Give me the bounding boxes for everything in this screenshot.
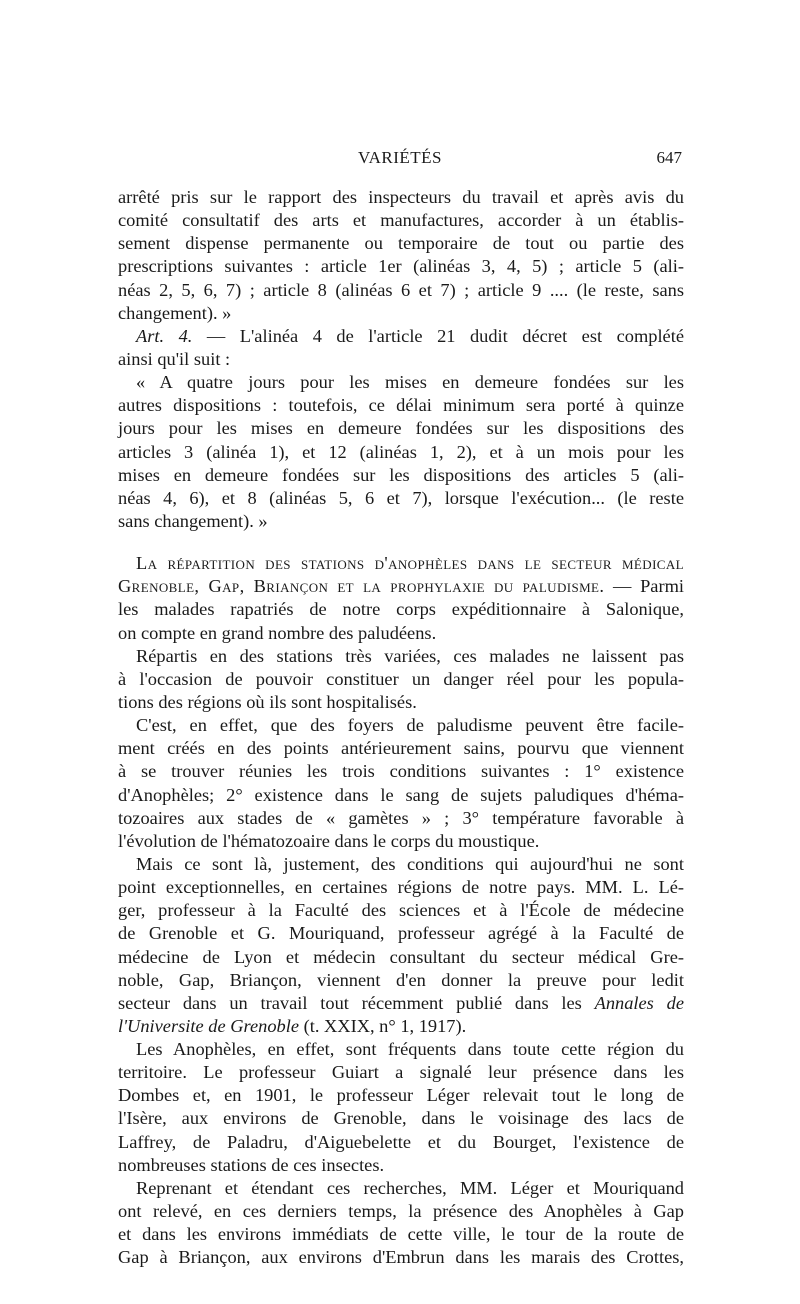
- text-line: Dombes et, en 1901, le professeur Léger relevait tout le long de: [118, 1085, 684, 1106]
- text-line: Reprenant et étendant ces recherches, MM. Léger et Mouriquand: [136, 1177, 684, 1198]
- text-line: noble, Gap, Briançon, viennent d'en donner la preuve pour ledit: [118, 969, 684, 990]
- text-line: néas 2, 5, 6, 7) ; article 8 (alinéas 6 et 7) ; article 9 .... (le reste, sans: [118, 279, 684, 300]
- text-span: (t. XXIX, n° 1, 1917).: [298, 1015, 467, 1036]
- article-section: [118, 552, 684, 1269]
- page-number: 647: [656, 148, 682, 167]
- text-line: changement). »: [118, 302, 232, 323]
- text-span: secteur dans un travail tout récemment publié dans les: [118, 992, 595, 1013]
- section-gap: [118, 533, 684, 552]
- text-line: d'Anophèles; 2° existence dans le sang de sujets paludiques d'héma-: [118, 784, 684, 805]
- text-line: ainsi qu'il suit :: [118, 348, 231, 369]
- text-line: on compte en grand nombre des paludéens.: [118, 622, 437, 643]
- text-line: Mais ce sont là, justement, des conditions qui aujourd'hui ne sont: [136, 853, 684, 874]
- text-line: sans changement). »: [118, 510, 268, 531]
- text-line: ger, professeur à la Faculté des sciences et à l'École de médecine: [118, 900, 684, 921]
- text-line: [118, 992, 684, 1015]
- text-line: C'est, en effet, que des foyers de paludisme peuvent être facile-: [136, 715, 684, 736]
- text-line: [118, 1015, 684, 1038]
- article-title-continued: Grenoble, Gap, Briançon et la prophylaxie du paludisme.: [118, 576, 605, 597]
- decree-excerpt: [118, 186, 684, 533]
- running-title: VARIÉTÉS: [358, 148, 442, 167]
- text-line: tozoaires aux stades de « gamètes » ; 3° température favorable à: [118, 807, 684, 828]
- text-span: — Parmi: [604, 576, 684, 597]
- text-line: articles 3 (alinéa 1), et 12 (alinéas 1, 2), et à un mois pour les: [118, 441, 684, 462]
- text-line: ont relevé, en ces derniers temps, la présence des Anophèles à Gap: [118, 1201, 684, 1222]
- text-line: autres dispositions : toutefois, ce délai minimum sera porté à quinze: [118, 395, 684, 416]
- text-line: l'évolution de l'hématozoaire dans le corps du moustique.: [118, 830, 540, 851]
- text-line: sement dispense permanente ou temporaire de tout ou partie des: [118, 233, 684, 254]
- text-line: Répartis en des stations très variées, ces malades ne laissent pas: [136, 645, 684, 666]
- text-line: néas 4, 6), et 8 (alinéas 5, 6 et 7), lorsque l'exécution... (le reste: [118, 487, 684, 508]
- text-line: nombreuses stations de ces insectes.: [118, 1154, 385, 1175]
- article-title: La répartition des stations d'anophèles dans le secteur médical: [136, 553, 684, 574]
- text-line: mises en demeure fondées sur les dispositions des articles 5 (ali-: [118, 464, 684, 485]
- text-line: à se trouver réunies les trois conditions suivantes : 1° existence: [118, 761, 684, 782]
- text-line: territoire. Le professeur Guiart a signalé leur présence dans les: [118, 1062, 684, 1083]
- text-line: de Grenoble et G. Mouriquand, professeur agrégé à la Faculté de: [118, 923, 684, 944]
- text-line: arrêté pris sur le rapport des inspecteurs du travail et après avis du: [118, 187, 684, 207]
- text-line: les malades rapatriés de notre corps expéditionnaire à Salonique,: [118, 599, 684, 620]
- page-body: [118, 186, 684, 1269]
- journal-title: Annales de: [594, 992, 684, 1013]
- text-line: médecine de Lyon et médecin consultant du secteur médical Gre-: [118, 946, 684, 967]
- text-line: l'Isère, aux environs de Grenoble, dans le voisinage des lacs de: [118, 1108, 684, 1129]
- text-line: point exceptionnelles, en certaines régions de notre pays. MM. L. Lé-: [118, 877, 684, 898]
- text-line: « A quatre jours pour les mises en demeure fondées sur les: [136, 372, 684, 393]
- article-label: Art. 4.: [136, 325, 193, 346]
- text-line: Laffrey, de Paladru, d'Aiguebelette et du Bourget, l'existence de: [118, 1131, 684, 1152]
- text-line: jours pour les mises en demeure fondées sur les dispositions des: [118, 418, 684, 439]
- text-line: à l'occasion de pouvoir constituer un danger réel pour les popula-: [118, 668, 684, 689]
- text-line: [118, 575, 684, 598]
- text-line: ment créés en des points antérieurement sains, pourvu que viennent: [118, 738, 684, 759]
- text-line: comité consultatif des arts et manufactures, accorder à un établis-: [118, 210, 684, 231]
- text-span: — L'alinéa 4 de l'article 21 dudit décret est complété: [192, 325, 684, 346]
- text-line: et dans les environs immédiats de cette ville, le tour de la route de: [118, 1224, 684, 1245]
- text-line: [118, 325, 684, 348]
- text-line: tions des régions où ils sont hospitalisés.: [118, 691, 417, 712]
- page-header: [0, 148, 800, 172]
- journal-title: l'Universite de Grenoble: [118, 1015, 299, 1036]
- text-line: Les Anophèles, en effet, sont fréquents dans toute cette région du: [136, 1039, 684, 1060]
- text-line: Gap à Briançon, aux environs d'Embrun dans les marais des Crottes,: [118, 1247, 684, 1268]
- text-line: prescriptions suivantes : article 1er (alinéas 3, 4, 5) ; article 5 (ali-: [118, 256, 684, 277]
